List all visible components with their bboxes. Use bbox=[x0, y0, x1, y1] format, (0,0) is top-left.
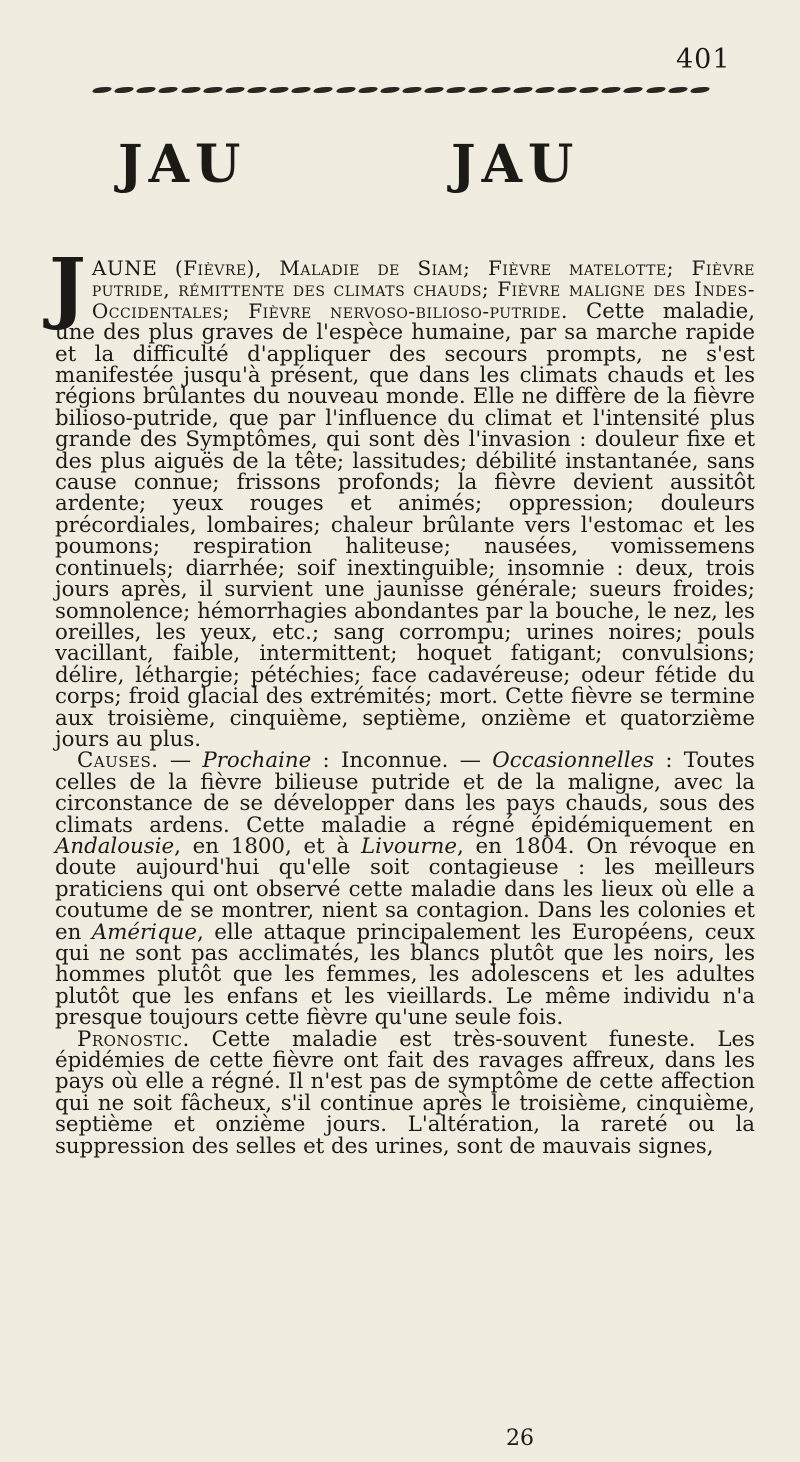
place-amerique: Amérique bbox=[91, 919, 197, 945]
article-body bbox=[49, 242, 755, 1159]
causes-proximate-label: Prochaine bbox=[202, 748, 312, 774]
place-andalousie: Andalousie bbox=[55, 833, 175, 859]
prognostic-label: Pronostic. bbox=[77, 1026, 190, 1052]
page-number: 401 bbox=[676, 44, 731, 75]
article-heading: AUNE (Fièvre), Maladie de Siam; Fièvre matelotte; Fièvre putride, rémittente des climats chauds; Fièvre maligne des Indes-Occidentales; Fièvre nervoso-bilioso-putride. bbox=[91, 256, 755, 323]
signature-mark: 26 bbox=[506, 1426, 534, 1451]
article-heading-paragraph bbox=[49, 242, 755, 752]
causes-proximate-text: : Inconnue. — bbox=[322, 748, 481, 774]
prognostic-text: Cette maladie est très-souvent funeste. Les épidémies de cette fièvre ont fait des ravages affreux, dans les pays où elle a régné. Il n'est pas de symptôme de cette affection qui ne soit fâcheux, s'il continue après le troisième, cinquième, septième et onzième jours. L'altération, la rareté ou la suppression des selles et des urines, sont de mauvais signes, bbox=[55, 1026, 755, 1159]
causes-paragraph: Causes. — Prochaine : Inconnue. — Occasionnelles : Toutes celles de la fièvre bilieuse putride et de la maligne, avec la circonstance de se développer dans les pays chauds, sous des climats ardens. Cette maladie a régné épidémiquement en Andalousie, en 1800, et à Livourne, en 1804. On révoque en doute aujourd'hui qu'elle soit contagieuse : les meilleurs praticiens qui ont observé cette maladie dans les lieux où elle a coutume de se montrer, nient sa contagion. Dans les colonies et en Amérique, elle attaque principalement les Européens, ceux qui ne sont pas acclimatés, les blancs plutôt que les noirs, les hommes plutôt que les femmes, les adolescens et les adultes plutôt que les enfans et les vieillards. Le même individu n'a presque toujours cette fièvre qu'une seule fois. bbox=[55, 748, 755, 1031]
prognostic-paragraph bbox=[55, 1026, 755, 1159]
causes-text-4: , elle attaque principalement les Européens, ceux qui ne sont pas acclimatés, les blancs plutôt que les noirs, les hommes plutôt que les femmes, les adolescens et les adultes plutôt que les enfans et les vieillards. Le même individu n'a presque toujours cette fièvre qu'une seule fois. bbox=[55, 919, 755, 1031]
causes-occasional-label: Occasionnelles bbox=[492, 748, 655, 774]
article-description: Cette maladie, une des plus graves de l'espèce humaine, par sa marche rapide et la difficulté d'appliquer des secours prompts, ne s'est manifestée jusqu'à présent, que dans les climats chauds et les régions brûlantes du nouveau monde. Elle ne diffère de la fièvre bilioso-putride, que par l'influence du climat et l'intensité plus grande des Symptômes, qui sont dès l'invasion : douleur fixe et des plus aiguës de la tête; lassitudes; débilité instantanée, sans cause connue; frissons profonds; la fièvre devient aussitôt ardente; yeux rouges et animés; oppression; douleurs précordiales, lombaires; chaleur brûlante vers l'estomac et les poumons; respiration haliteuse; nausées, vomissemens continuels; diarrhée; soif inextinguible; insomnie : deux, trois jours après, il survient une jaunisse générale; sueurs froides; somnolence; hémorrhagies abondantes par la bouche, le nez, les oreilles, les yeux, etc.; sang corrompu; urines noires; pouls vacillant, faible, intermittent; hoquet fatigant; convulsions; délire, léthargie; pétéchies; face cadavéreuse; odeur fétide du corps; froid glacial des extrémités; mort. Cette fièvre se termine aux troisième, cinquième, septième, onzième et quatorzième jours au plus. bbox=[55, 298, 755, 752]
causes-label: Causes. bbox=[77, 748, 159, 774]
place-livourne: Livourne bbox=[360, 833, 457, 859]
running-head-right: JAU bbox=[451, 134, 580, 195]
causes-text-3: , en 1804. On révoque en doute aujourd'hui qu'elle soit contagieuse : les meilleurs praticiens qui ont observé cette maladie dans les lieux où elle a coutume de se montrer, nient sa contagion. Dans les colonies et en bbox=[55, 833, 755, 945]
causes-text-1: : Toutes celles de la fièvre bilieuse putride et de la maligne, avec la circonstance de se développer dans les pays chauds, sous des climats ardens. Cette maladie a régné épidémiquement en bbox=[55, 748, 755, 838]
header-ornament-rule bbox=[93, 82, 709, 98]
running-head-left: JAU bbox=[118, 134, 247, 195]
drop-cap: J bbox=[49, 242, 86, 333]
causes-text-2: , en 1800, et à bbox=[174, 833, 350, 859]
